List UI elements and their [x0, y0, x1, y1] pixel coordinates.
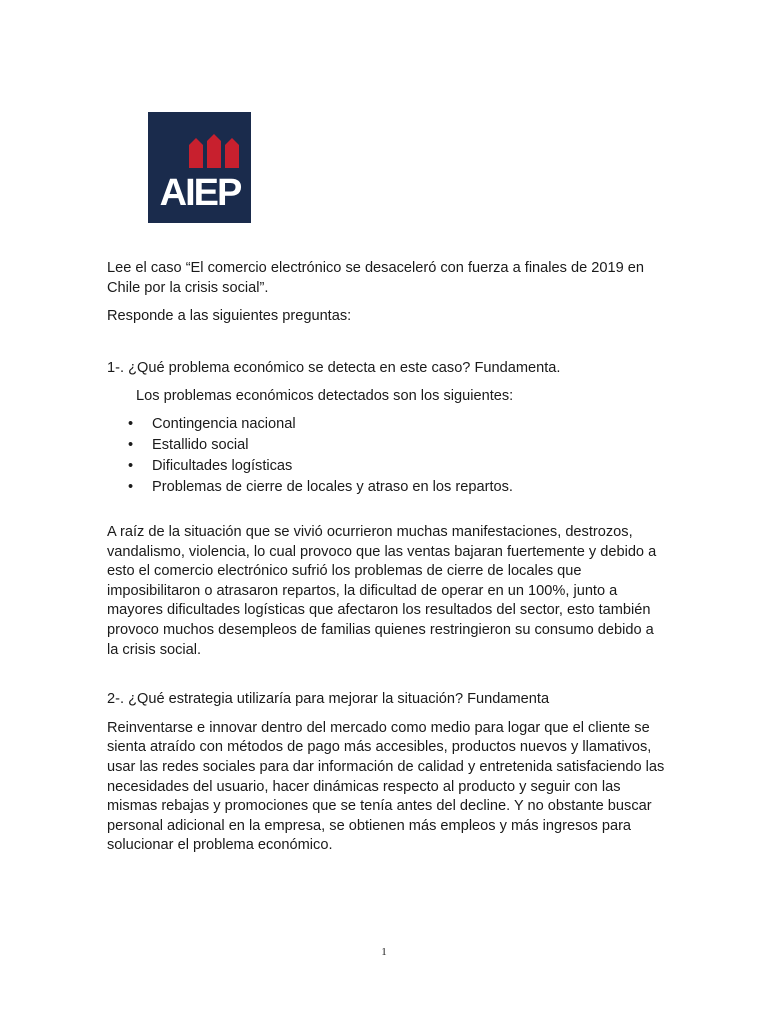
instruction: Responde a las siguientes preguntas: — [107, 308, 352, 325]
case-intro: Lee el caso “El comercio electrónico se desaceleró con fuerza a finales de 2019 en Chile por la crisis social”. — [107, 260, 645, 296]
aiep-logo — [148, 112, 251, 223]
question-1-answer: A raíz de la situación que se vivió ocurrieron muchas manifestaciones, destrozos, vandalismo, violencia, lo cual provoco que las ventas bajaran fuertemente y debido a esto el comercio electrónico sufrió los problemas de cierre de locales que imposibilitaron o atrasaron repartos, la dificultad de operar en un 100%, junto a mayores dificultades logísticas que afectaron los resultados del sector, esto también provoco muchos desempleos de familias quienes restringieron su consumo debido a la crisis social. — [107, 523, 657, 658]
question-1-lead: Los problemas económicos detectados son los siguientes: — [136, 388, 514, 405]
aiep-logo-graphic — [148, 112, 251, 223]
logo-wordmark: AIEP — [159, 172, 241, 214]
list-item: • Dificultades logísticas — [128, 457, 293, 474]
question-2-answer: Reinventarse e innovar dentro del mercado como medio para logar que el cliente se sienta atraído con métodos de pago más accesibles, productos nuevos y llamativos, usar las redes sociales para dar información de calidad y entretenida satisfaciendo las necesidades del usuario, hacer dinámicas respecto al producto y seguir con las mismas rebajas y promociones que se tenía antes del decline. Y no obstante buscar personal adicional en la empresa, se obtienen más empleos y más ingresos para solucionar el problema económico. — [107, 719, 665, 854]
list-item: • Problemas de cierre de locales y atraso en los repartos. — [128, 478, 513, 495]
list-item: • Contingencia nacional — [128, 415, 296, 432]
list-item: • Estallido social — [128, 436, 249, 453]
page-number: 1 — [381, 946, 387, 958]
question-2: 2-. ¿Qué estrategia utilizaría para mejorar la situación? Fundamenta — [107, 691, 550, 708]
problem-list — [107, 414, 667, 498]
question-1: 1-. ¿Qué problema económico se detecta en este caso? Fundamenta. — [107, 359, 561, 376]
document-body — [107, 259, 667, 856]
